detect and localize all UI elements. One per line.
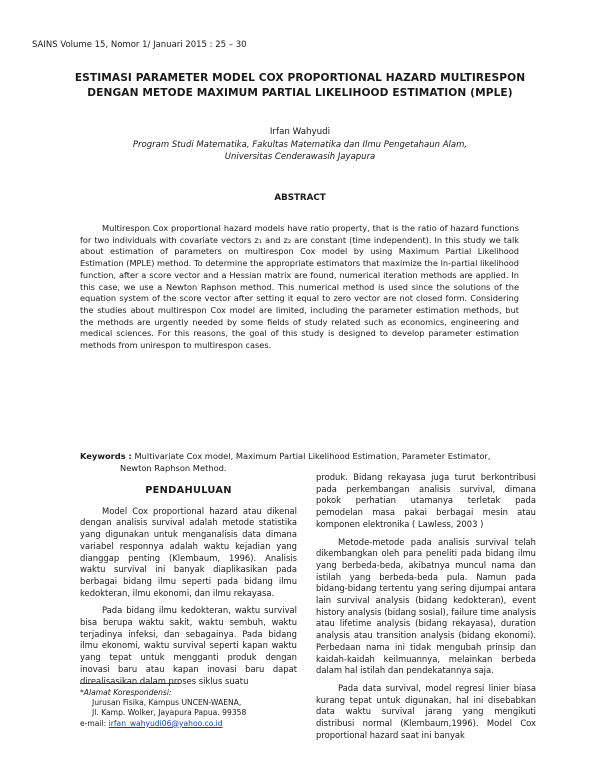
right-column: [316, 472, 536, 747]
footnote-address-1: Jurusan Fisika, Kampus UNCEN-WAENA,: [92, 698, 242, 708]
keywords-line-2: Newton Raphson Method.: [120, 463, 227, 473]
footnote: [80, 688, 300, 729]
intro-paragraph-2: Pada bidang ilmu kedokteran, waktu survival bisa berupa waktu sakit, waktu sembuh, waktu terjadinya infeksi, dan sebagainya. Pada bidang ilmu ekonomi, waktu survival seperti kapan waktu yang tepat untuk mengganti produk dengan inovasi baru atau kapan inovasi baru dapat direalisasikan dalam proses siklus suatu: [80, 605, 297, 686]
keywords-line-1: Multivariate Cox model, Maximum Partial Likelihood Estimation, Parameter Estimator,: [131, 451, 491, 461]
author-affiliation: [0, 139, 600, 163]
title-line-1: ESTIMASI PARAMETER MODEL COX PROPORTIONAL HAZARD MULTIRESPON: [74, 72, 526, 84]
left-column: [80, 485, 297, 693]
abstract-heading: ABSTRACT: [274, 193, 326, 203]
keywords-label: Keywords :: [80, 451, 132, 461]
footnote-email-label: e-mail:: [80, 718, 109, 728]
footnote-label: *Alamat Korespondensi:: [80, 688, 172, 697]
intro-paragraph-1: Model Cox proportional hazard atau dikenal dengan analisis survival adalah metode statistika yang digunakan untuk menganalisis data dimana variabel responnya adalah waktu kejadian yang dianggap penting (Klembaum, 1996). Analisis waktu survival ini banyak diaplikasikan pada berbagai bidang ilmu seperti pada bidang ilmu kedokteran, ilmu ekonomi, dan ilmu rekayasa.: [80, 505, 297, 598]
affiliation-line-2: Universitas Cenderawasih Jayapura: [224, 152, 376, 162]
journal-header: SAINS Volume 15, Nomor 1/ Januari 2015 : 25 – 30: [32, 40, 247, 50]
email-link[interactable]: irfan_wahyudi06@yahoo.co.id: [108, 718, 223, 728]
right-paragraph-2: Metode-metode pada analisis survival telah dikembangkan oleh para peneliti pada bidang ilmu yang berbeda-beda, akibatnya muncul nama dan istilah yang berbeda-beda pula. Namun pada bidang-bidang tertentu yang sering dijumpai antara lain survival analysis (bidang kedokteran), event history analysis (bidang sosial), failure time analysis atau lifetime analysis (bidang rekayasa), duration analysis atau transition analysis (bidang ekonomi). Perbedaan nama ini tidak mengubah prinsip dan kaidah-kaidah keilmuannya, melainkan berbeda dalam hal istilah dan pendekatannya saja.: [316, 536, 536, 676]
keywords: [80, 450, 520, 474]
right-paragraph-3: Pada data survival, model regresi linier biasa kurang tepat untuk digunakan, hal ini disebabkan data waktu survival jarang yang mengikuti distribusi normal (Klembaum,1996). Model Cox proportional hazard saat ini banyak: [316, 682, 536, 740]
title-line-2: DENGAN METODE MAXIMUM PARTIAL LIKELIHOOD ESTIMATION (MPLE): [87, 87, 513, 99]
abstract-text: Multirespon Cox proportional hazard models have ratio property, that is the ratio of hazard functions for two individuals with covariate vectors z₁ and z₂ are constant (time independent). In this study we talk about estimation of parameters on multirespon Cox model by using Maximum Partial Likelihood Estimation (MPLE) method. To determine the appropriate estimators that maximize the ln-partial likelihood function, after a score vector and a Hessian matrix are found, numerical iteration methods are applied. In this case, we use a Newton Raphson method. This numerical method is used since the solutions of the equation system of the score vector after setting it equal to zero vector are not closed form. Considering the studies about multirespon Cox model are limited, including the parameter estimation methods, but the methods are urgently needed by some fields of study related such as economics, engineering and medical sciences. For this reasons, the goal of this study is designed to develop parameter estimation methods from unirespon to multirespon cases.: [80, 223, 519, 351]
footnote-address-2: Jl. Kamp. Wolker, Jayapura Papua. 99358: [92, 708, 247, 718]
right-paragraph-1: produk. Bidang rekayasa juga turut berkontribusi pada perkembangan analisis survival, dimana pokok perhatian utamanya terletak pada pemodelan masa pakai berbagai mesin atau komponen elektronika ( Lawless, 2003 ): [316, 472, 536, 529]
author-name: Irfan Wahyudi: [269, 127, 331, 137]
section-heading-pendahuluan: PENDAHULUAN: [145, 485, 232, 496]
paper-title: [40, 71, 560, 101]
abstract-body: [80, 223, 519, 352]
affiliation-line-1: Program Studi Matematika, Fakultas Matematika dan Ilmu Pengetahaun Alam,: [132, 140, 468, 150]
footnote-divider: [80, 683, 180, 684]
